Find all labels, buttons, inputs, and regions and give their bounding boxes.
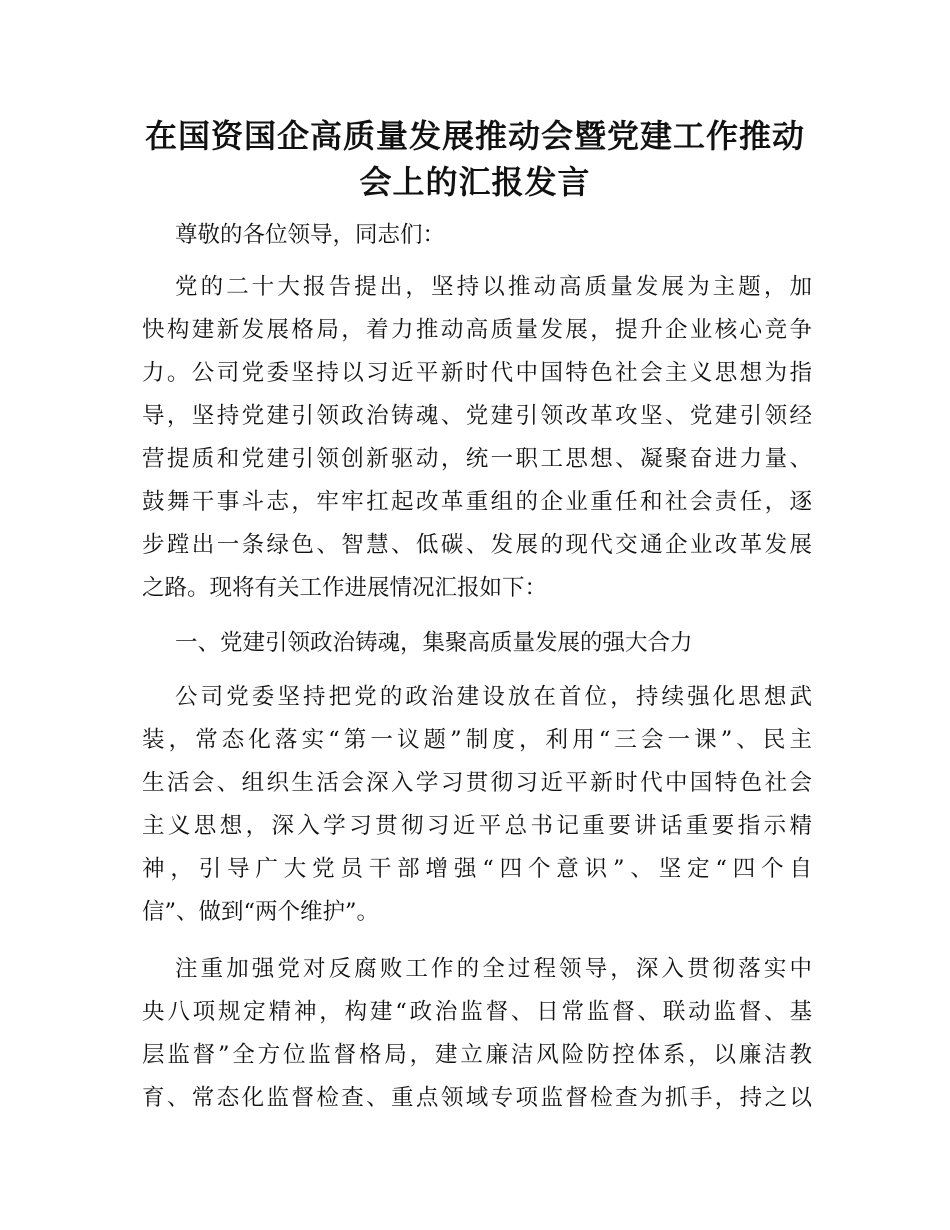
section-heading-1: 一、党建引领政治铸魂，集聚高质量发展的强大合力 — [175, 630, 693, 656]
paragraph-2-line-1: 公司党委坚持把党的政治建设放在首位，持续强化思想武 — [175, 684, 812, 710]
document-title-line-2: 会上的汇报发言 — [359, 163, 591, 201]
paragraph-1-line-2: 快构建新发展格局，着力推动高质量发展，提升企业核心竞争 — [142, 317, 812, 343]
paragraph-3-line-2: 央八项规定精神，构建“政治监督、日常监督、联动监督、基 — [142, 999, 812, 1025]
paragraph-1-line-6: 鼓舞干事斗志，牢牢扛起改革重组的企业重任和社会责任，逐 — [142, 489, 812, 515]
document-title-line-1: 在国资国企高质量发展推动会暨党建工作推动 — [144, 117, 805, 155]
paragraph-3-line-3: 层监督”全方位监督格局，建立廉洁风险防控体系，以廉洁教 — [142, 1042, 812, 1068]
paragraph-1-line-7: 步蹚出一条绿色、智慧、低碳、发展的现代交通企业改革发展 — [142, 532, 812, 558]
paragraph-3-line-1: 注重加强党对反腐败工作的全过程领导，深入贯彻落实中 — [175, 956, 812, 982]
paragraph-1-line-5: 营提质和党建引领创新驱动，统一职工思想、凝聚奋进力量、 — [142, 446, 812, 472]
paragraph-1-line-1: 党的二十大报告提出，坚持以推动高质量发展为主题，加 — [175, 274, 812, 300]
salutation: 尊敬的各位领导，同志们： — [175, 222, 446, 248]
paragraph-1-line-4: 导，坚持党建引领政治铸魂、党建引领改革攻坚、党建引领经 — [142, 403, 812, 429]
paragraph-2-line-6: 信”、做到“两个维护”。 — [142, 899, 380, 925]
paragraph-2-line-4: 主义思想，深入学习贯彻习近平总书记重要讲话重要指示精 — [142, 813, 812, 839]
paragraph-2-line-2: 装，常态化落实“第一议题”制度，利用“三会一课”、民主 — [142, 727, 812, 753]
paragraph-2-line-5: 神，引导广大党员干部增强“四个意识”、坚定“四个自 — [142, 856, 812, 882]
paragraph-1-line-3: 力。公司党委坚持以习近平新时代中国特色社会主义思想为指 — [142, 360, 812, 386]
paragraph-3-line-4: 育、常态化监督检查、重点领域专项监督检查为抓手，持之以 — [142, 1085, 812, 1111]
paragraph-2-line-3: 生活会、组织生活会深入学习贯彻习近平新时代中国特色社会 — [142, 770, 812, 796]
paragraph-1-line-8: 之路。现将有关工作进展情况汇报如下： — [142, 575, 548, 601]
